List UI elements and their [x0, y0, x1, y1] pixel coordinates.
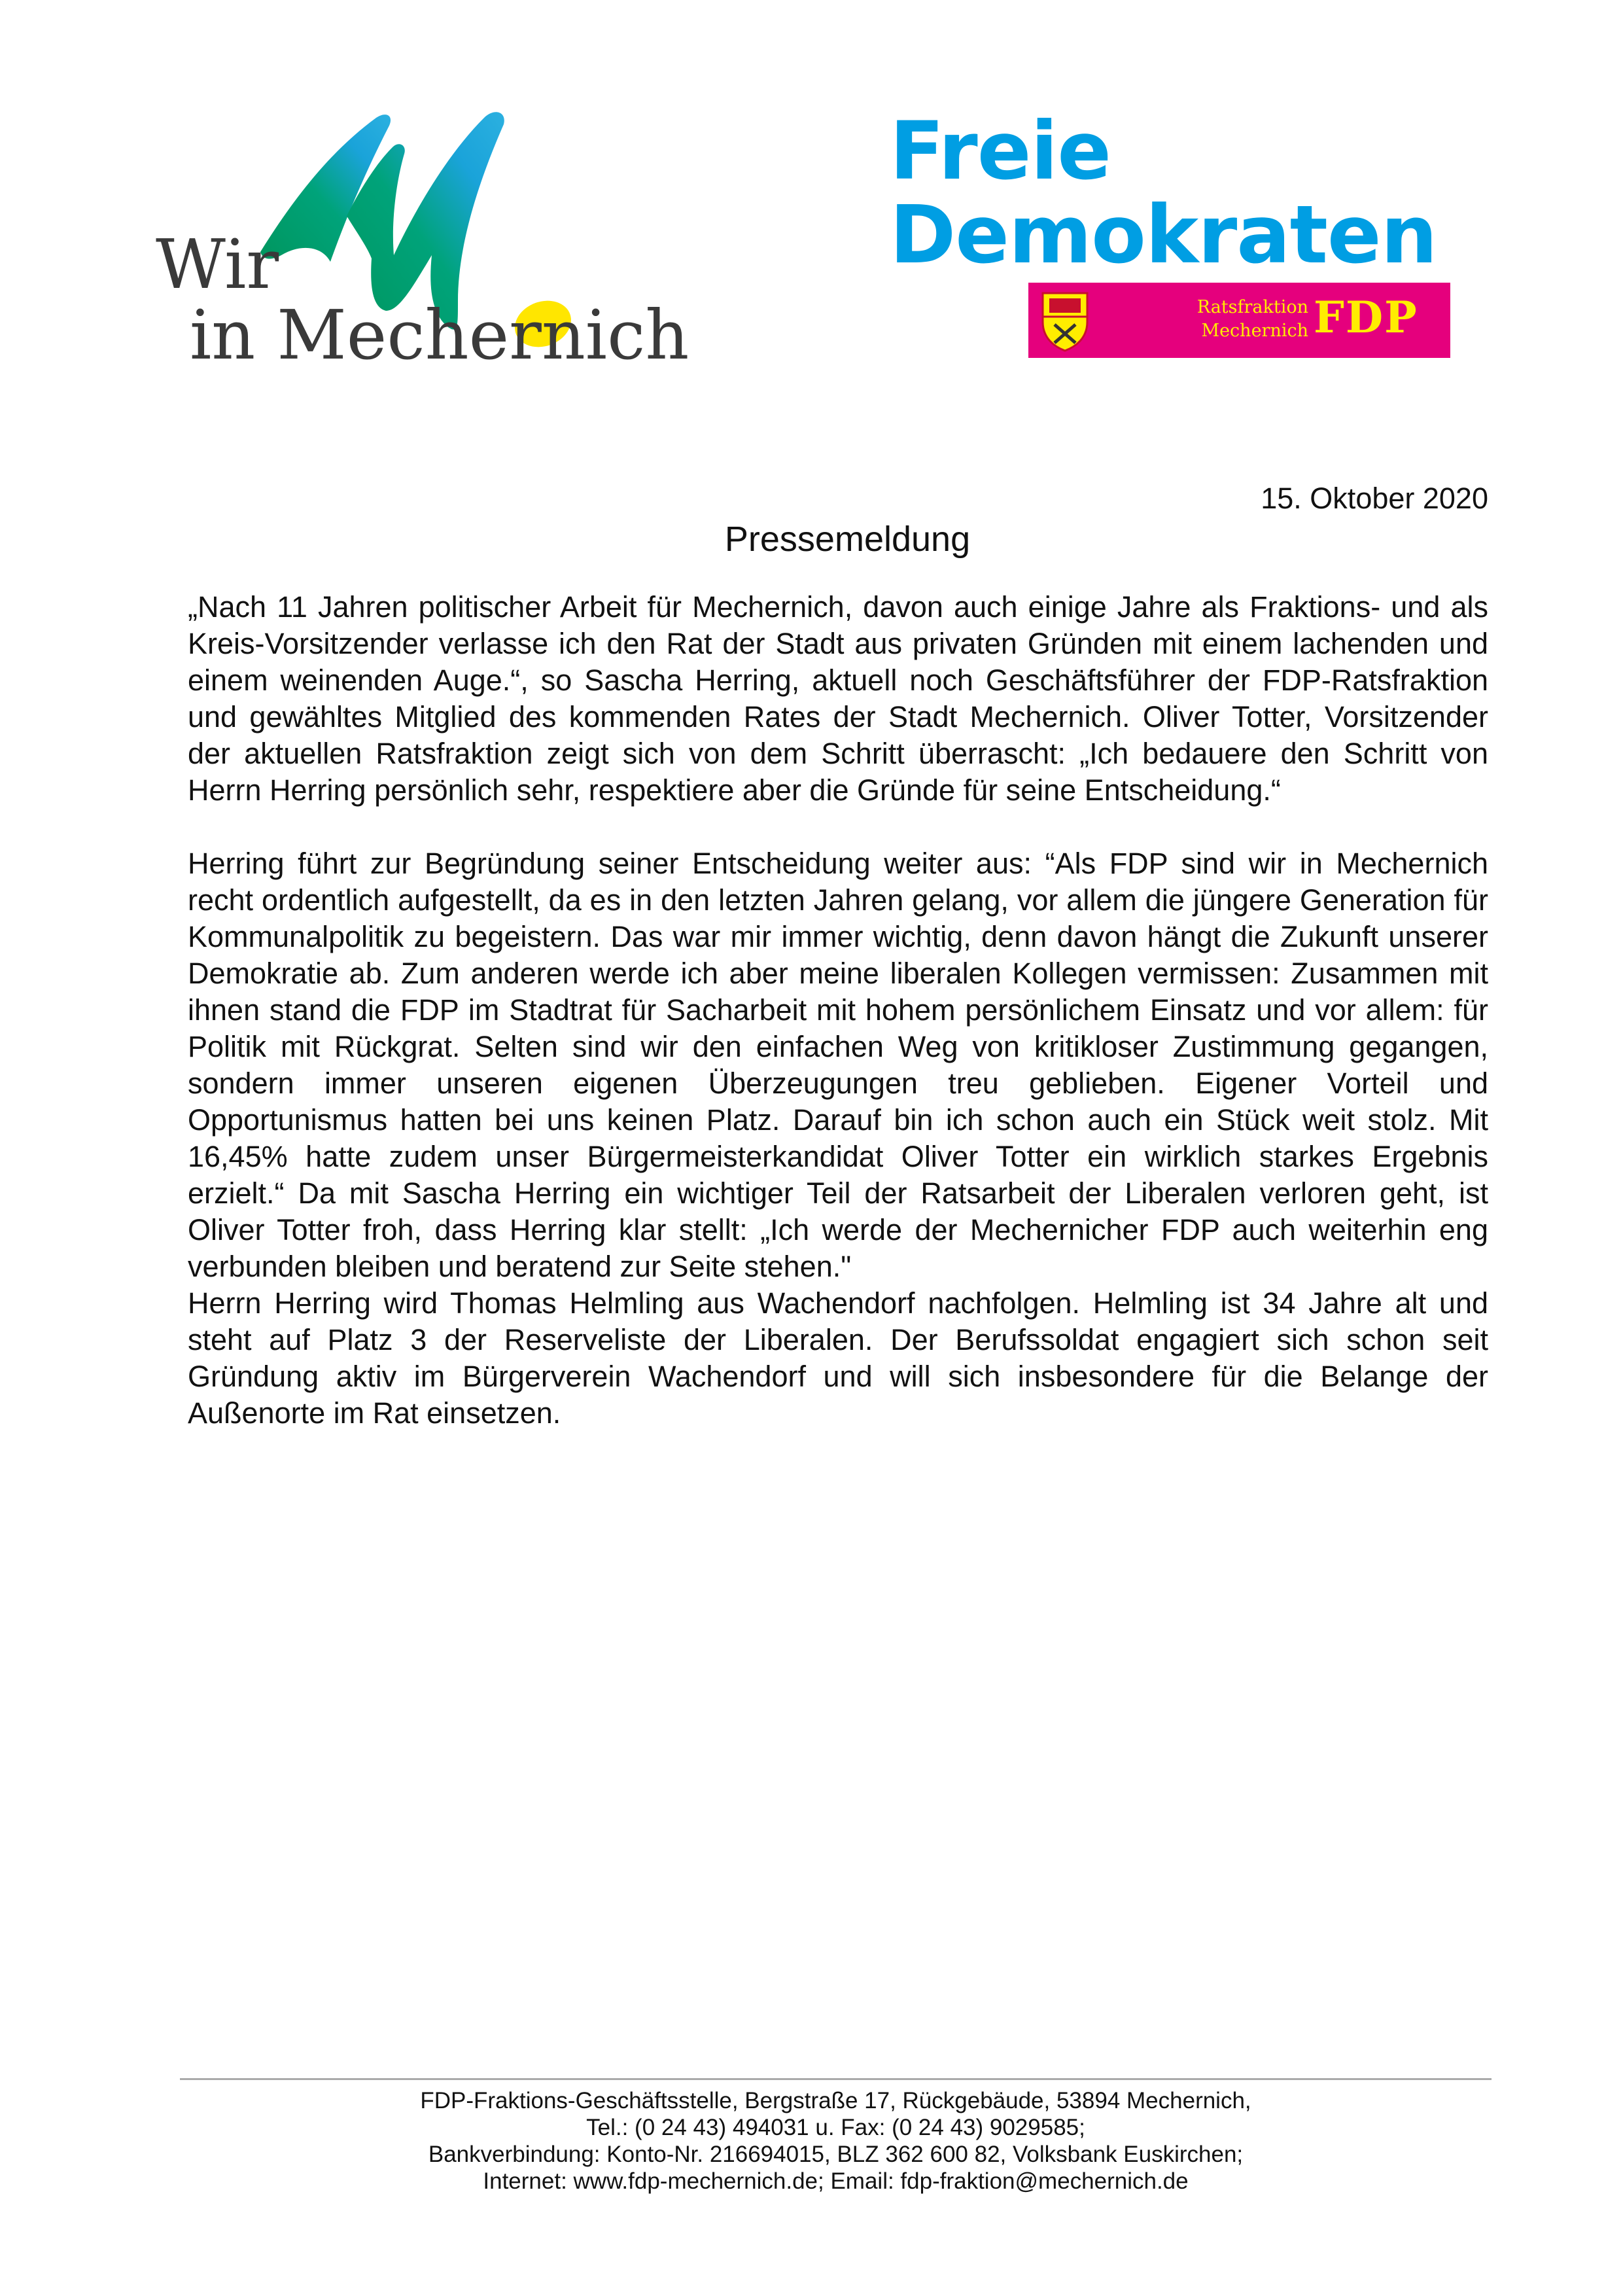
- logo-fdp-band-line1: Ratsfraktion: [1196, 297, 1308, 317]
- paragraph-2: Herring führt zur Begründung seiner Entscheidung weiter aus: “Als FDP sind wir in Mechernich recht ordentlich aufgestellt, da es in den letzten Jahren gelang, vor allem die jüngere Generation für Kommunalpolitik zu begeistern. Das war mir immer wichtig, denn davon hängt die Zukunft unserer Demokratie ab. Zum anderen werde ich aber meine liberalen Kollegen vermissen: Zusammen mit ihnen stand die FDP im Stadtrat für Sacharbeit mit hohem persönlichem Einsatz und vor allem: für Politik mit Rückgrat. Selten sind wir den einfachen Weg von kritikloser Zustimmung gegangen, sondern immer unseren eigenen Überzeugungen treu geblieben. Eigener Vorteil und Opportunismus hatten bei uns keinen Platz. Darauf bin ich schon auch ein Stück weit stolz. Mit 16,45% hatte zudem unser Bürgermeisterkandidat Oliver Totter ein wirklich starkes Ergebnis erzielt.“ Da mit Sascha Herring ein wichtiger Teil der Ratsarbeit der Liberalen verloren geht, ist Oliver Totter froh, dass Herring klar stellt: „Ich werde der Mechernicher FDP auch weiterhin eng verbunden bleiben und beratend zur Seite stehen.": [188, 847, 1488, 1283]
- footer-address: FDP-Fraktions-Geschäftsstelle, Bergstraße 17, Rückgebäude, 53894 Mechernich,: [420, 2088, 1251, 2113]
- logo-fdp-band-text: [1161, 296, 1308, 343]
- paragraph-1: „Nach 11 Jahren politischer Arbeit für Mechernich, davon auch einige Jahre als Fraktions- und als Kreis-Vorsitzender verlasse ich den Rat der Stadt aus privaten Gründen mit einem lachenden und einem weinenden Auge.“, so Sascha Herring, aktuell noch Geschäftsführer der FDP-Ratsfraktion und gewähltes Mitglied des kommenden Rates der Stadt Mechernich. Oliver Totter, Vorsitzender der aktuellen Ratsfraktion zeigt sich von dem Schritt überrascht: „Ich bedauere den Schritt von Herrn Herring persönlich sehr, respektiere aber die Gründe für seine Entscheidung.“: [188, 590, 1488, 807]
- logo-fdp-band-line2: Mechernich: [1201, 321, 1308, 341]
- logo-fdp-word-demokraten: Demokraten: [890, 188, 1437, 281]
- logo-text-line1: Wir: [156, 224, 279, 304]
- logo-fdp-word-freie: Freie: [890, 105, 1111, 198]
- footer-bank: Bankverbindung: Konto-Nr. 216694015, BLZ 362 600 82, Volksbank Euskirchen;: [428, 2142, 1244, 2167]
- logo-fdp-abbr: FDP: [1314, 292, 1418, 343]
- footer-contact: Internet: www.fdp-mechernich.de; Email: fdp-fraktion@mechernich.de: [483, 2168, 1189, 2194]
- coat-of-arms-icon: [1028, 283, 1102, 358]
- footer: [180, 2087, 1492, 2195]
- footer-phone: Tel.: (0 24 43) 494031 u. Fax: (0 24 43) 9029585;: [586, 2115, 1085, 2140]
- footer-divider: [180, 2078, 1492, 2080]
- press-release-body: [188, 589, 1488, 1432]
- page-title: Pressemeldung: [724, 520, 971, 559]
- document-date: 15. Oktober 2020: [1261, 482, 1488, 515]
- logo-freie-demokraten: [890, 105, 1452, 366]
- logo-text-line2: in Mechernich: [190, 295, 689, 375]
- logo-wir-in-mechernich: [150, 92, 689, 375]
- paragraph-3: Herrn Herring wird Thomas Helmling aus Wachendorf nachfolgen. Helmling ist 34 Jahre alt und steht auf Platz 3 der Reserveliste der Liberalen. Der Berufssoldat engagiert sich schon seit Gründung aktiv im Bürgerverein Wachendorf und will sich insbesondere für die Belange der Außenorte im Rat einsetzen.: [188, 1286, 1488, 1430]
